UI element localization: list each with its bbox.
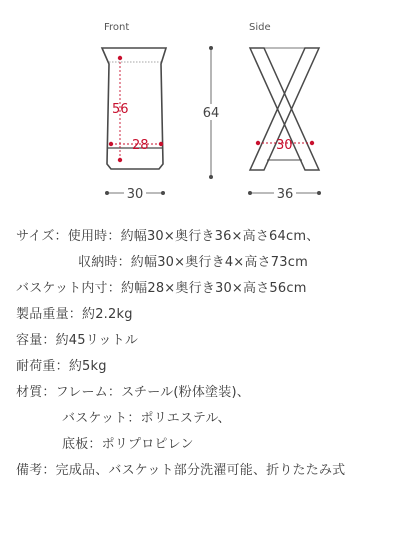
spec-label: バスケット内寸： [16, 281, 121, 296]
spec-row-material-base [62, 436, 194, 454]
spec-value: 使用時：約幅30×奥行き36×高さ64cm、 [67, 229, 320, 244]
side-outer-depth-label: 36 [276, 187, 294, 202]
spec-value: 完成品、バスケット部分洗濯可能、折りたたみ式 [55, 463, 346, 478]
spec-row-material [16, 384, 250, 402]
spec-value: 約2.2kg [82, 307, 133, 322]
front-inner-width-label: 28 [132, 138, 149, 153]
spec-value: 収納時：約幅30×奥行き4×高さ73cm [78, 255, 308, 270]
spec-row-notes [16, 462, 345, 480]
spec-row-load [16, 358, 107, 376]
spec-value: 約5kg [68, 359, 107, 374]
spec-value: 約幅28×奥行き30×高さ56cm [120, 281, 307, 296]
spec-value: フレーム：スチール(粉体塗装)、 [55, 385, 250, 400]
front-view-label: Front [104, 22, 130, 33]
side-view-label: Side [249, 22, 271, 33]
spec-label: 容量： [16, 333, 56, 348]
front-inner-height-label: 56 [112, 102, 129, 117]
spec-row-material-basket [62, 410, 231, 428]
spec-row-size-stored [78, 254, 308, 272]
spec-row-basket-inner [16, 280, 307, 298]
dimension-diagram [0, 0, 420, 215]
spec-label: 耐荷重： [16, 359, 69, 374]
spec-label: 備考： [16, 463, 56, 478]
front-outer-width-label: 30 [126, 187, 144, 202]
spec-label: 材質： [16, 385, 56, 400]
spec-row-size [16, 228, 319, 246]
spec-label: 製品重量： [16, 307, 83, 322]
spec-label: サイズ： [16, 229, 68, 244]
spec-row-weight [16, 306, 133, 324]
total-height-label: 64 [202, 106, 220, 121]
spec-value: 約45リットル [55, 333, 139, 348]
side-inner-depth-label: 30 [276, 138, 293, 153]
spec-value: バスケット：ポリエステル、 [62, 411, 231, 426]
spec-value: 底板：ポリプロピレン [62, 437, 194, 452]
spec-row-capacity [16, 332, 138, 350]
